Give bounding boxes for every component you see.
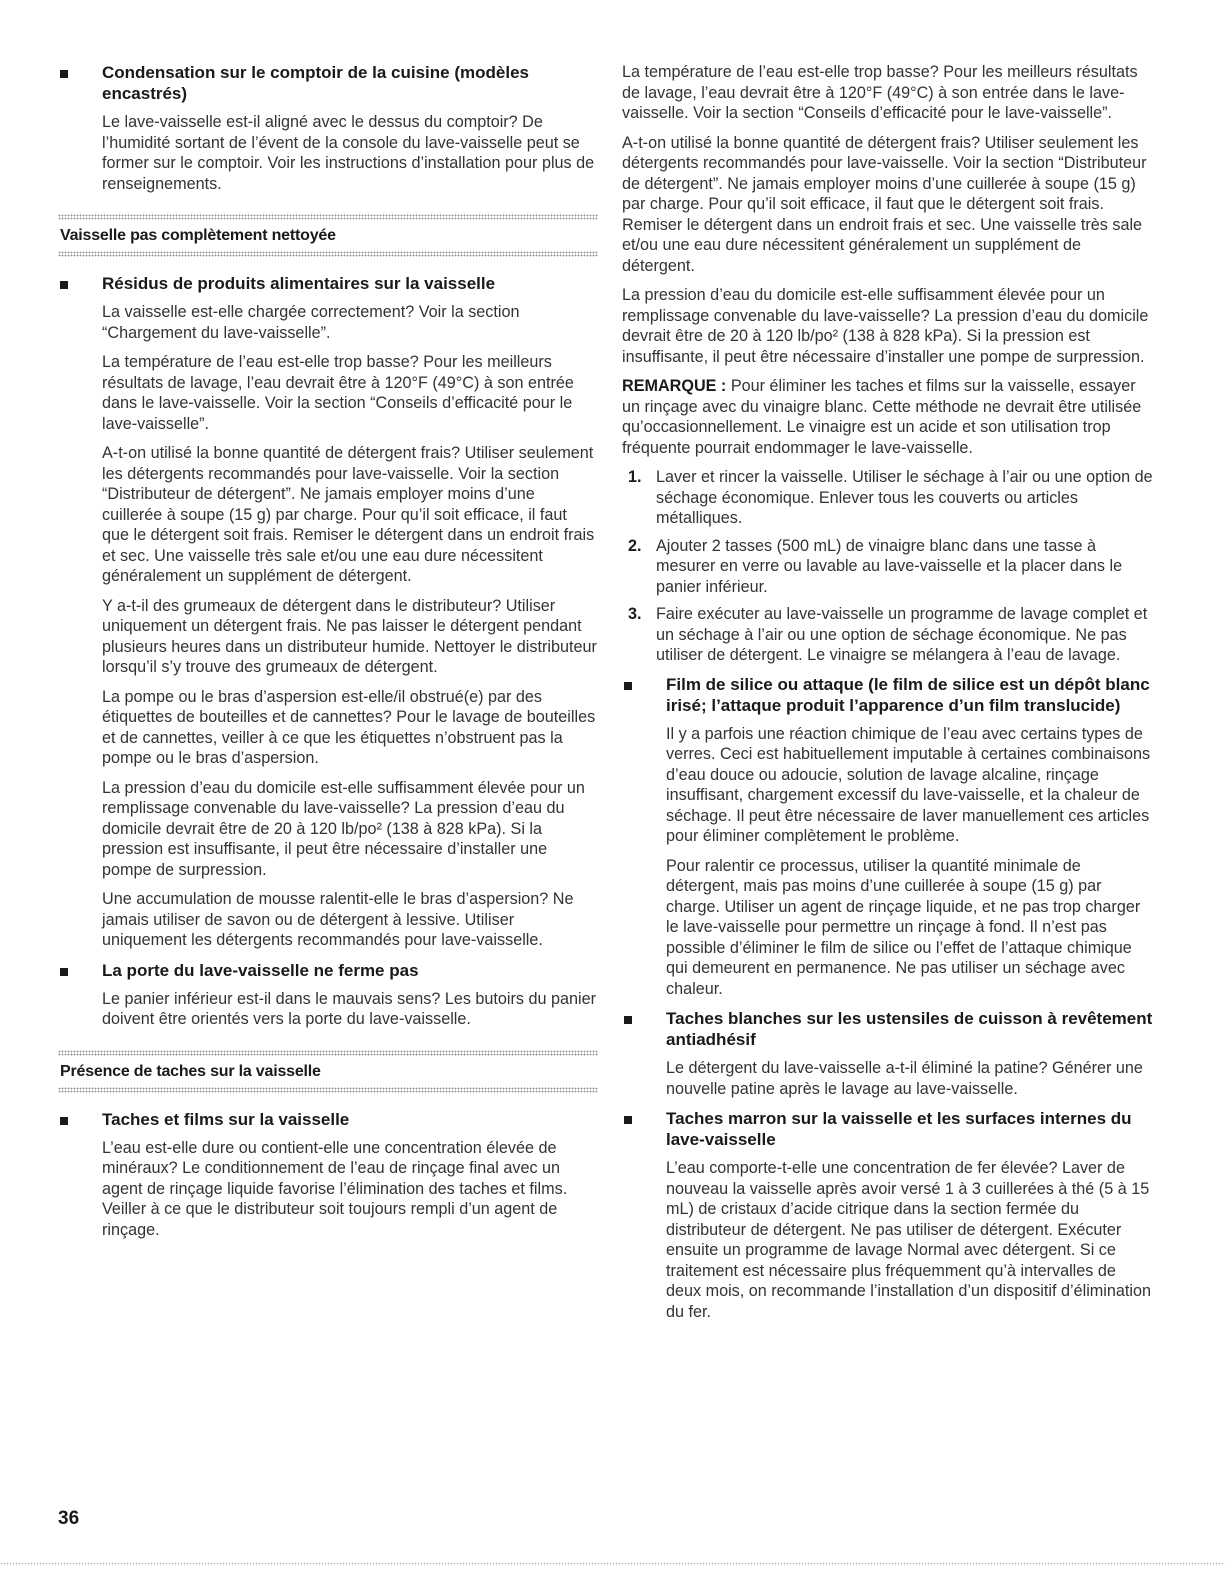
divider (58, 251, 598, 257)
paragraph: Le panier inférieur est-il dans le mauvais sens? Les butoirs du panier doivent être orientés vers la porte du lave-vaisselle. (102, 989, 596, 1028)
section-title: Présence de taches sur la vaisselle (60, 1062, 321, 1080)
step-number: 2. (628, 536, 642, 555)
item-title: Condensation sur le comptoir de la cuisine (modèles encastrés) (102, 63, 529, 103)
step-number: 3. (628, 605, 642, 623)
square-bullet-icon (60, 281, 68, 289)
paragraph: Le lave-vaisselle est-il aligné avec le dessus du comptoir? De l’humidité sortant de l’évent de la console du lave-vaisselle peut se former sur le comptoir. Voir les instructions d’installation pour plus de renseignements. (102, 113, 595, 193)
paragraph: Y a-t-il des grumeaux de détergent dans le distributeur? Utiliser uniquement un détergent frais. Ne pas laisser le détergent pendant plusieurs heures dans un distributeur humide. Nettoyer le distributeur lorsqu’il s’y trouve des grumeaux de détergent. (102, 596, 597, 676)
item-taches-films (58, 1109, 598, 1241)
square-bullet-icon (60, 968, 68, 976)
page-number: 36 (58, 1508, 80, 1529)
square-bullet-icon (624, 682, 632, 690)
step-number: 1. (628, 468, 642, 486)
item-title: Taches et films sur la vaisselle (102, 1109, 350, 1129)
item-taches-blanches (622, 1008, 1154, 1099)
remarque-text: Pour éliminer les taches et films sur la vaisselle, essayer un rinçage avec du vinaigre blanc. Cette méthode ne devrait être utilisée qu’occasionnellement. Le vinaigre est un acide et son utilisation trop fréquente pourrait endommager le lave-vaisselle. (622, 377, 1142, 457)
square-bullet-icon (624, 1016, 632, 1024)
paragraph: L’eau est-elle dure ou contient-elle une concentration élevée de minéraux? Le conditionnement de l’eau de rinçage final avec un agent de rinçage liquide favorise l’élimination des taches et films. Veiller à ce que le distributeur soit toujours rempli d’un agent de rinçage. (102, 1138, 568, 1239)
paragraph: L’eau comporte-t-elle une concentration de fer élevée? Laver de nouveau la vaisselle après avoir versé 1 à 3 cuillerées à thé (5 à 15 mL) de cristaux d’acide citrique dans la section fermée du distributeur de détergent. Ne pas utiliser de détergent. Exécuter ensuite un programme de lavage Normal avec détergent. Si ce traitement est nécessaire plus fréquemment qu’à intervalles de deux mois, on recommande l’installation d’un dispositif d’élimination du fer. (666, 1159, 1151, 1321)
paragraph: La pompe ou le bras d’aspersion est-elle/il obstrué(e) par des étiquettes de bouteilles et de cannettes? Pour le lavage de bouteilles et de cannettes, veiller à ce que les étiquettes n’obstruent pas la pompe ou le bras d’aspersion. (102, 687, 596, 767)
step-text: Faire exécuter au lave-vaisselle un programme de lavage complet et un séchage à l’air ou une option de séchage économique. Ne pas utiliser de détergent. Le vinaigre se mélangera à l’eau de lavage. (656, 605, 1148, 664)
paragraph: Il y a parfois une réaction chimique de l’eau avec certains types de verres. Ceci est habituellement imputable à certaines combinaisons d’eau douce ou adoucie, solution de lavage alcaline, rinçage insuffisant, chargement excessif du lave-vaisselle, et la chaleur de séchage. Il peut être nécessaire de laver manuellement ces articles pour éliminer complètement le problème. (666, 724, 1151, 845)
item-condensation (58, 62, 598, 194)
step-text: Laver et rincer la vaisselle. Utiliser le séchage à l’air ou une option de séchage économique. Enlever tous les couverts ou articles métalliques. (656, 468, 1153, 527)
paragraph: La vaisselle est-elle chargée correctement? Voir la section “Chargement du lave-vaisselle”. (102, 303, 520, 342)
divider (58, 1087, 598, 1093)
remarque-note (622, 376, 1154, 458)
paragraph: A-t-on utilisé la bonne quantité de détergent frais? Utiliser seulement les détergents recommandés pour lave-vaisselle. Voir la section “Distributeur de détergent”. Ne jamais employer moins d’une cuillerée à soupe (15 g) par charge. Pour qu’il soit efficace, il faut que le détergent soit frais. Remiser le détergent dans un endroit frais et sec. Une vaisselle très sale et/ou une eau dure nécessitent généralement un supplément de détergent. (102, 444, 595, 585)
paragraph: A-t-on utilisé la bonne quantité de détergent frais? Utiliser seulement les détergents recommandés pour lave-vaisselle. Voir la section “Distributeur de détergent”. Ne jamais employer moins d’une cuillerée à soupe (15 g) par charge. Pour qu’il soit efficace, il faut que le détergent soit frais. Remiser le détergent dans un endroit frais et sec. Une vaisselle très sale et/ou une eau dure nécessitent généralement un supplément de détergent. (622, 133, 1147, 275)
square-bullet-icon (60, 70, 68, 78)
item-film-silice (622, 674, 1154, 1000)
square-bullet-icon (60, 1117, 68, 1125)
left-column (58, 62, 598, 1249)
paragraph: La température de l’eau est-elle trop basse? Pour les meilleurs résultats de lavage, l’eau devrait être à 120°F (49°C) à son entrée dans le lave-vaisselle. Voir la section “Conseils d’efficacité pour le lave-vaisselle”. (622, 63, 1138, 122)
divider (0, 1562, 1225, 1566)
list-item (622, 604, 1154, 666)
item-title: La porte du lave-vaisselle ne ferme pas (102, 960, 419, 980)
continued-text (622, 62, 1154, 458)
remarque-label: REMARQUE : (622, 377, 727, 395)
section-header-presence-taches (58, 1050, 598, 1093)
section-header-vaisselle-pas-nettoyee (58, 214, 598, 257)
square-bullet-icon (624, 1116, 632, 1124)
item-title: Taches marron sur la vaisselle et les surfaces internes du lave-vaisselle (666, 1109, 1132, 1149)
item-residus (58, 273, 598, 951)
item-title: Résidus de produits alimentaires sur la vaisselle (102, 274, 496, 293)
list-item (622, 536, 1154, 598)
vinegar-rinse-steps (622, 467, 1154, 666)
item-taches-marron (622, 1108, 1154, 1322)
right-column (622, 62, 1154, 1331)
step-text: Ajouter 2 tasses (500 mL) de vinaigre blanc dans une tasse à mesurer en verre ou lavable au lave-vaisselle et la placer dans le panier inférieur. (656, 536, 1123, 596)
item-title: Film de silice ou attaque (le film de silice est un dépôt blanc irisé; l’attaque produit l’apparence d’un film translucide) (666, 674, 1150, 715)
item-porte (58, 960, 598, 1030)
paragraph: La pression d’eau du domicile est-elle suffisamment élevée pour un remplissage convenable du lave-vaisselle? La pression d’eau du domicile devrait être de 20 à 120 lb/po² (138 à 828 kPa). Si la pression est insuffisante, il peut être nécessaire d’installer une pompe de surpression. (102, 778, 585, 879)
paragraph: Pour ralentir ce processus, utiliser la quantité minimale de détergent, mais pas moins d’une cuillerée à soupe (15 g) par charge. Utiliser un agent de rinçage liquide, et ne pas trop charger le lave-vaisselle pour permettre un rinçage à fond. Il n’est pas possible d’éliminer le film de silice ou l’effet de l’attaque chimique qui demeurent en permanence. Ne pas utiliser un séchage avec chaleur. (666, 856, 1141, 998)
paragraph: La pression d’eau du domicile est-elle suffisamment élevée pour un remplissage convenable du lave-vaisselle? La pression d’eau du domicile devrait être de 20 à 120 lb/po² (138 à 828 kPa). Si la pression est insuffisante, il peut être nécessaire d’installer une pompe de surpression. (622, 286, 1149, 366)
paragraph: Le détergent du lave-vaisselle a-t-il éliminé la patine? Générer une nouvelle patine après le lavage au lave-vaisselle. (666, 1059, 1143, 1098)
paragraph: Une accumulation de mousse ralentit-elle le bras d’aspersion? Ne jamais utiliser de savon ou de détergent à lessive. Utiliser uniquement les détergents recommandés pour lave-vaisselle. (102, 890, 574, 949)
paragraph: La température de l’eau est-elle trop basse? Pour les meilleurs résultats de lavage, l’eau devrait être à 120°F (49°C) à son entrée dans le lave-vaisselle. Voir la section “Conseils d’efficacité pour le lave-vaisselle”. (102, 353, 574, 433)
item-title: Taches blanches sur les ustensiles de cuisson à revêtement antiadhésif (666, 1009, 1153, 1049)
list-item (622, 467, 1154, 529)
section-title: Vaisselle pas complètement nettoyée (60, 227, 336, 244)
